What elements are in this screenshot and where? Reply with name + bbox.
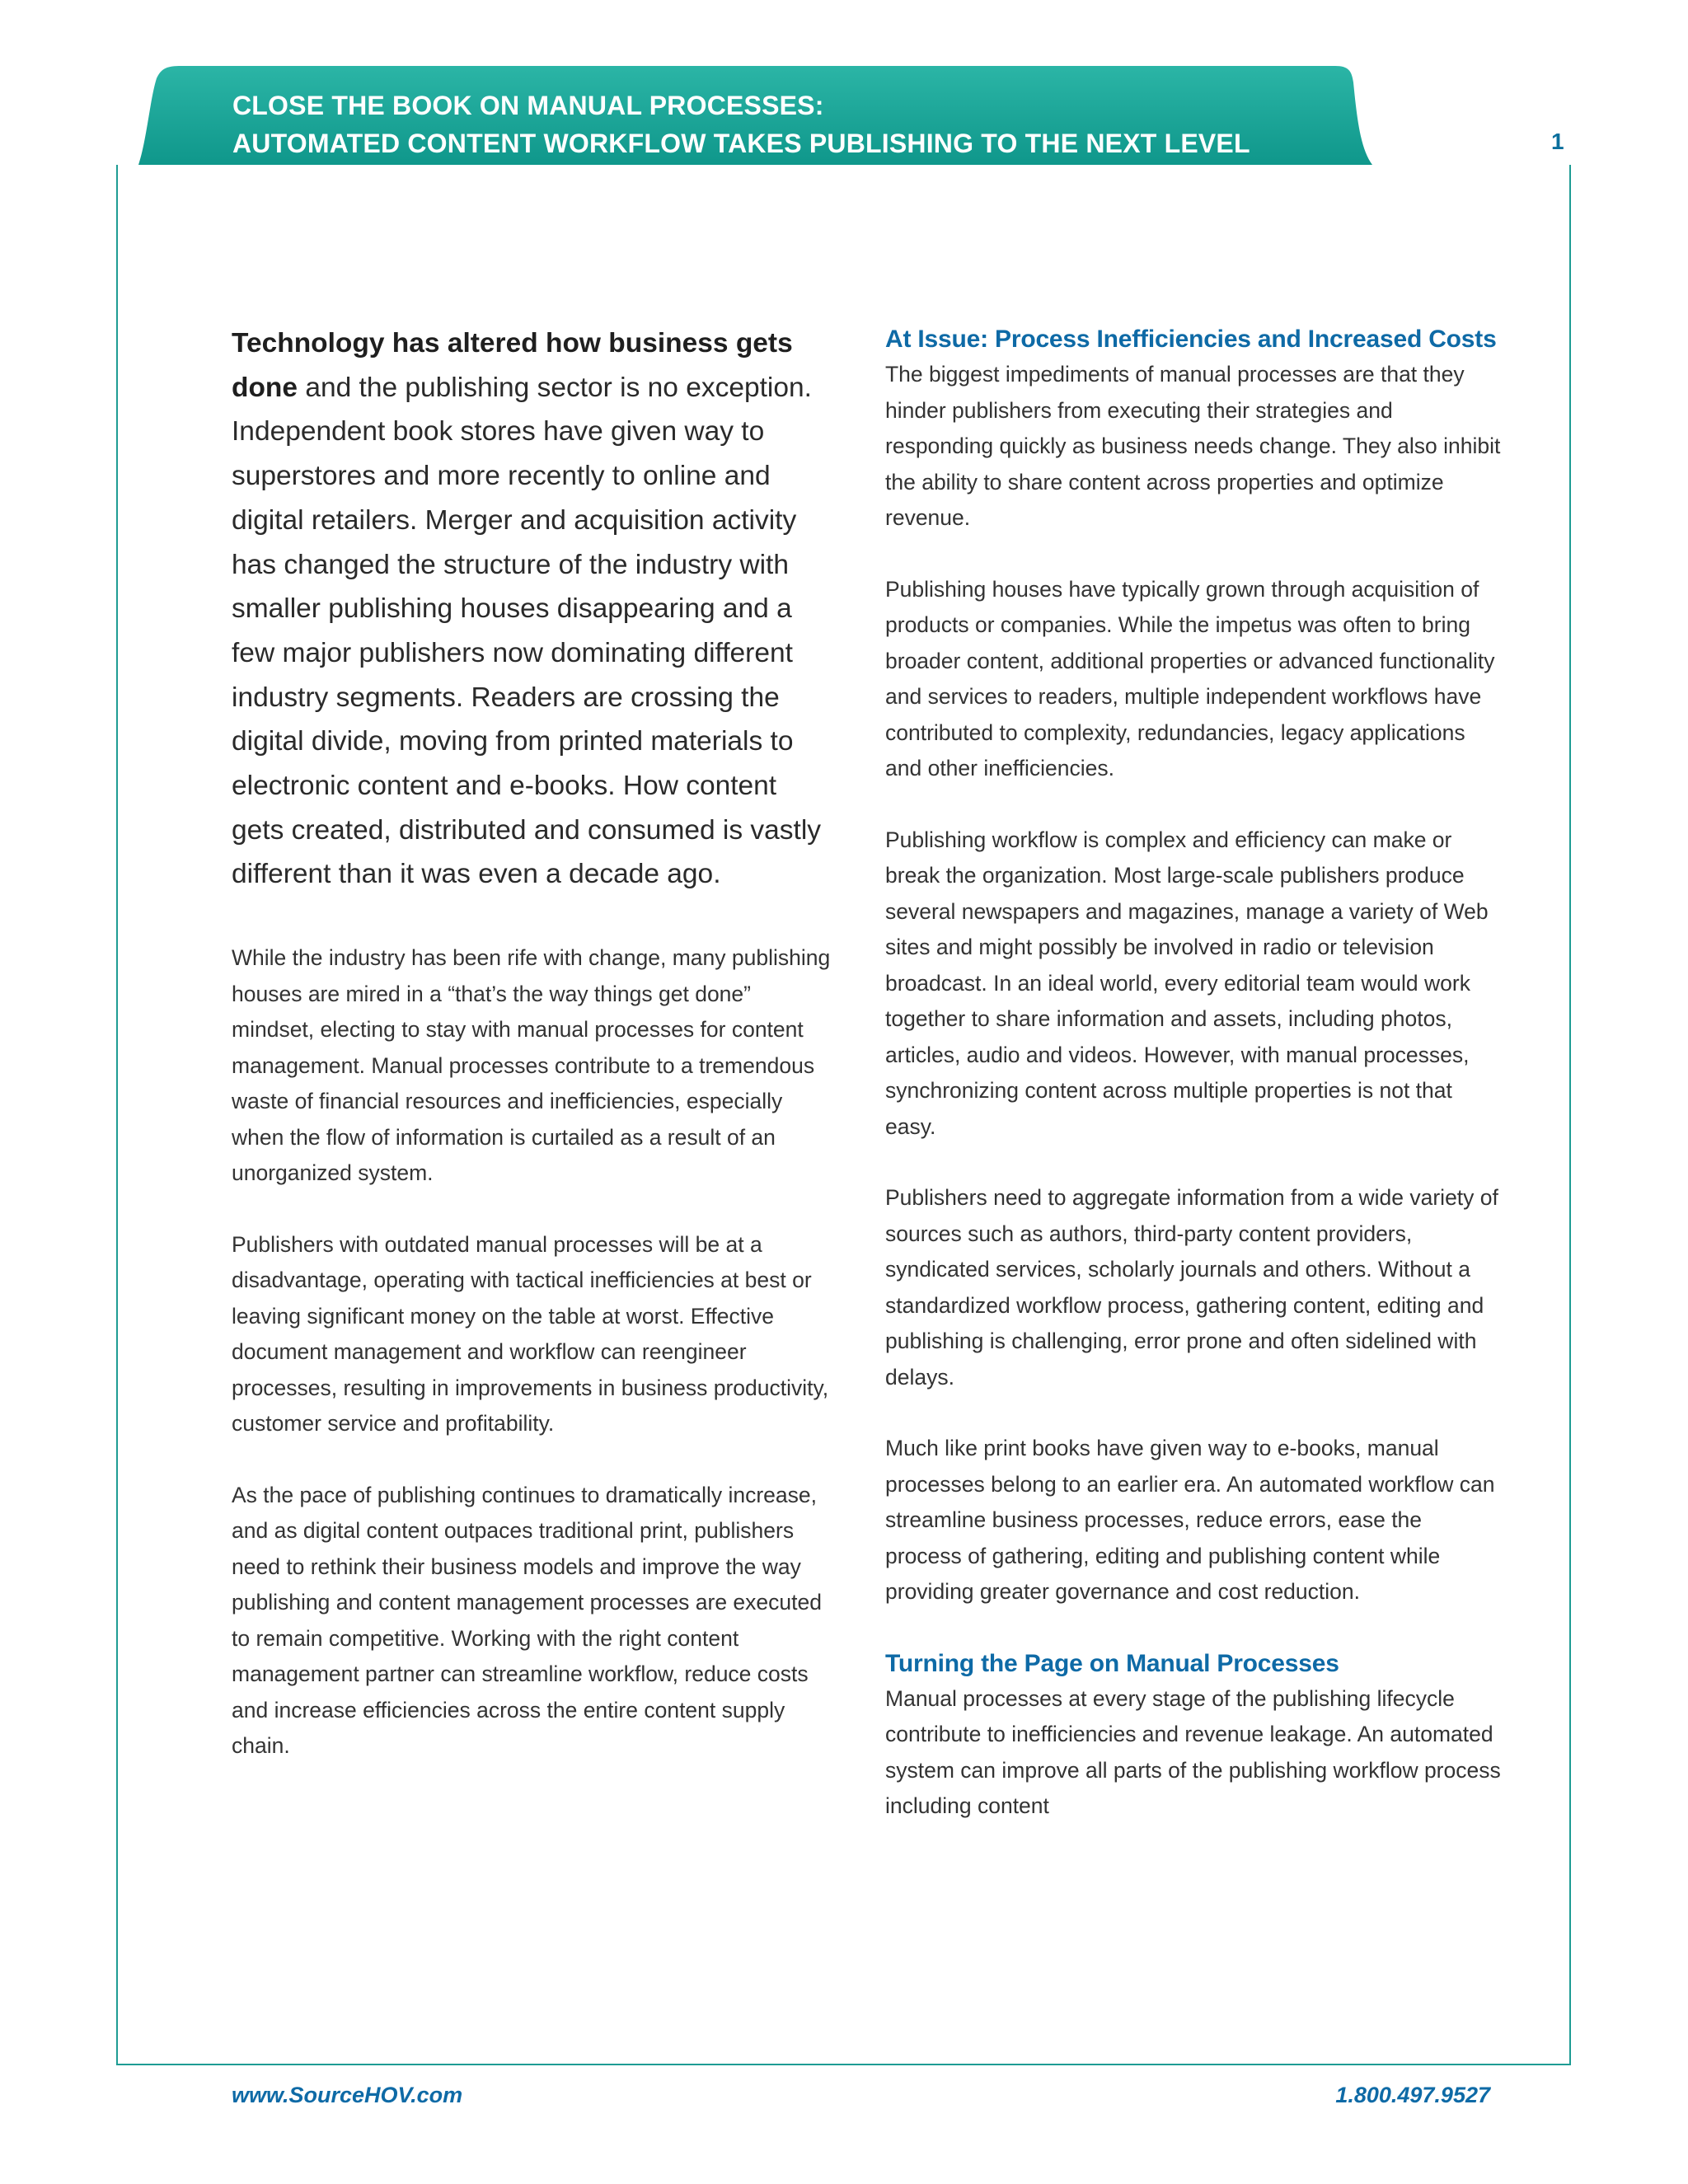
- page-number: 1: [1551, 129, 1564, 154]
- lead-bold-text: Technology has altered how business gets done: [232, 328, 793, 403]
- paragraph: Manual processes at every stage of the publishing lifecycle contribute to inefficiencies and revenue leakage. An automated system can improve all parts of the publishing workflow process including content: [885, 1685, 1501, 1818]
- title-line-2: AUTOMATED CONTENT WORKFLOW TAKES PUBLISHING TO THE NEXT LEVEL: [232, 129, 1250, 158]
- right-column: [885, 321, 1502, 1860]
- paragraph: The biggest impediments of manual processes are that they hinder publishers from executing their strategies and responding quickly as business needs change. They also inhibit the ability to share content across properties and optimize revenue.: [885, 362, 1501, 530]
- left-column: [232, 321, 833, 1800]
- paragraph: Publishers need to aggregate information from a wide variety of sources such as authors, third-party content providers, syndicated services, scholarly journals and others. Without a standardized workflow process, gathering content, editing and publishing is challenging, error prone and often sidelined with delays.: [885, 1185, 1498, 1390]
- title-line-1: CLOSE THE BOOK ON MANUAL PROCESSES:: [232, 91, 824, 120]
- section-heading-turning-the-page: Turning the Page on Manual Processes: [885, 1649, 1339, 1677]
- section-heading-at-issue: At Issue: Process Inefficiencies and Increased Costs: [885, 326, 1497, 353]
- paragraph: Publishers with outdated manual processes will be at a disadvantage, operating with tactical inefficiencies at best or leaving significant money on the table at worst. Effective document management and workflow can reengineer processes, resulting in improvements in business productivity, customer service and profitability.: [232, 1231, 829, 1436]
- footer-website-link[interactable]: www.SourceHOV.com: [232, 2083, 463, 2107]
- paragraph: Publishing houses have typically grown through acquisition of products or companies. While the impetus was often to bring broader content, additional properties or advanced functionality and services to readers, multiple independent workflows have contributed to complexity, redundancies, legacy applications and other inefficiencies.: [885, 576, 1495, 780]
- document-title: [232, 87, 1250, 162]
- paragraph: While the industry has been rife with change, many publishing houses are mired in a “that’s the way things get done” mindset, electing to stay with manual processes for content management. Manual processes contribute to a tremendous waste of financial resources and inefficiencies, especially when the flow of information is curtailed as a result of an unorganized system.: [232, 945, 831, 1186]
- footer-phone-number: 1.800.497.9527: [1335, 2083, 1490, 2107]
- paragraph: Publishing workflow is complex and efficiency can make or break the organization. Most large-scale publishers produce several newspapers and magazines, manage a variety of Web sites and might possibly be involved in radio or television broadcast. In an ideal world, every editorial team would work together to share information and assets, including photos, articles, audio and videos. However, with manual processes, synchronizing content across multiple properties is not that easy.: [885, 827, 1489, 1139]
- paragraph: As the pace of publishing continues to dramatically increase, and as digital content outpaces traditional print, publishers need to rethink their business models and improve the way publishing and content management processes are executed to remain competitive. Working with the right content management partner can streamline workflow, reduce costs and increase efficiencies across the entire content supply chain.: [232, 1482, 822, 1759]
- lead-paragraph: [232, 321, 833, 897]
- paragraph: Much like print books have given way to e-books, manual processes belong to an earlier era. An automated workflow can streamline business processes, reduce errors, ease the process of gathering, editing and publishing content while providing greater governance and cost reduction.: [885, 1436, 1495, 1604]
- lead-text: and the publishing sector is no exception. Independent book stores have given way to superstores and more recently to online and digital retailers. Merger and acquisition activity has changed the structure of the industry with smaller publishing houses disappearing and a few major publishers now dominating different industry segments. Readers are crossing the digital divide, moving from printed materials to electronic content and e-books. How content gets created, distributed and consumed is vastly different than it was even a decade ago.: [232, 372, 822, 890]
